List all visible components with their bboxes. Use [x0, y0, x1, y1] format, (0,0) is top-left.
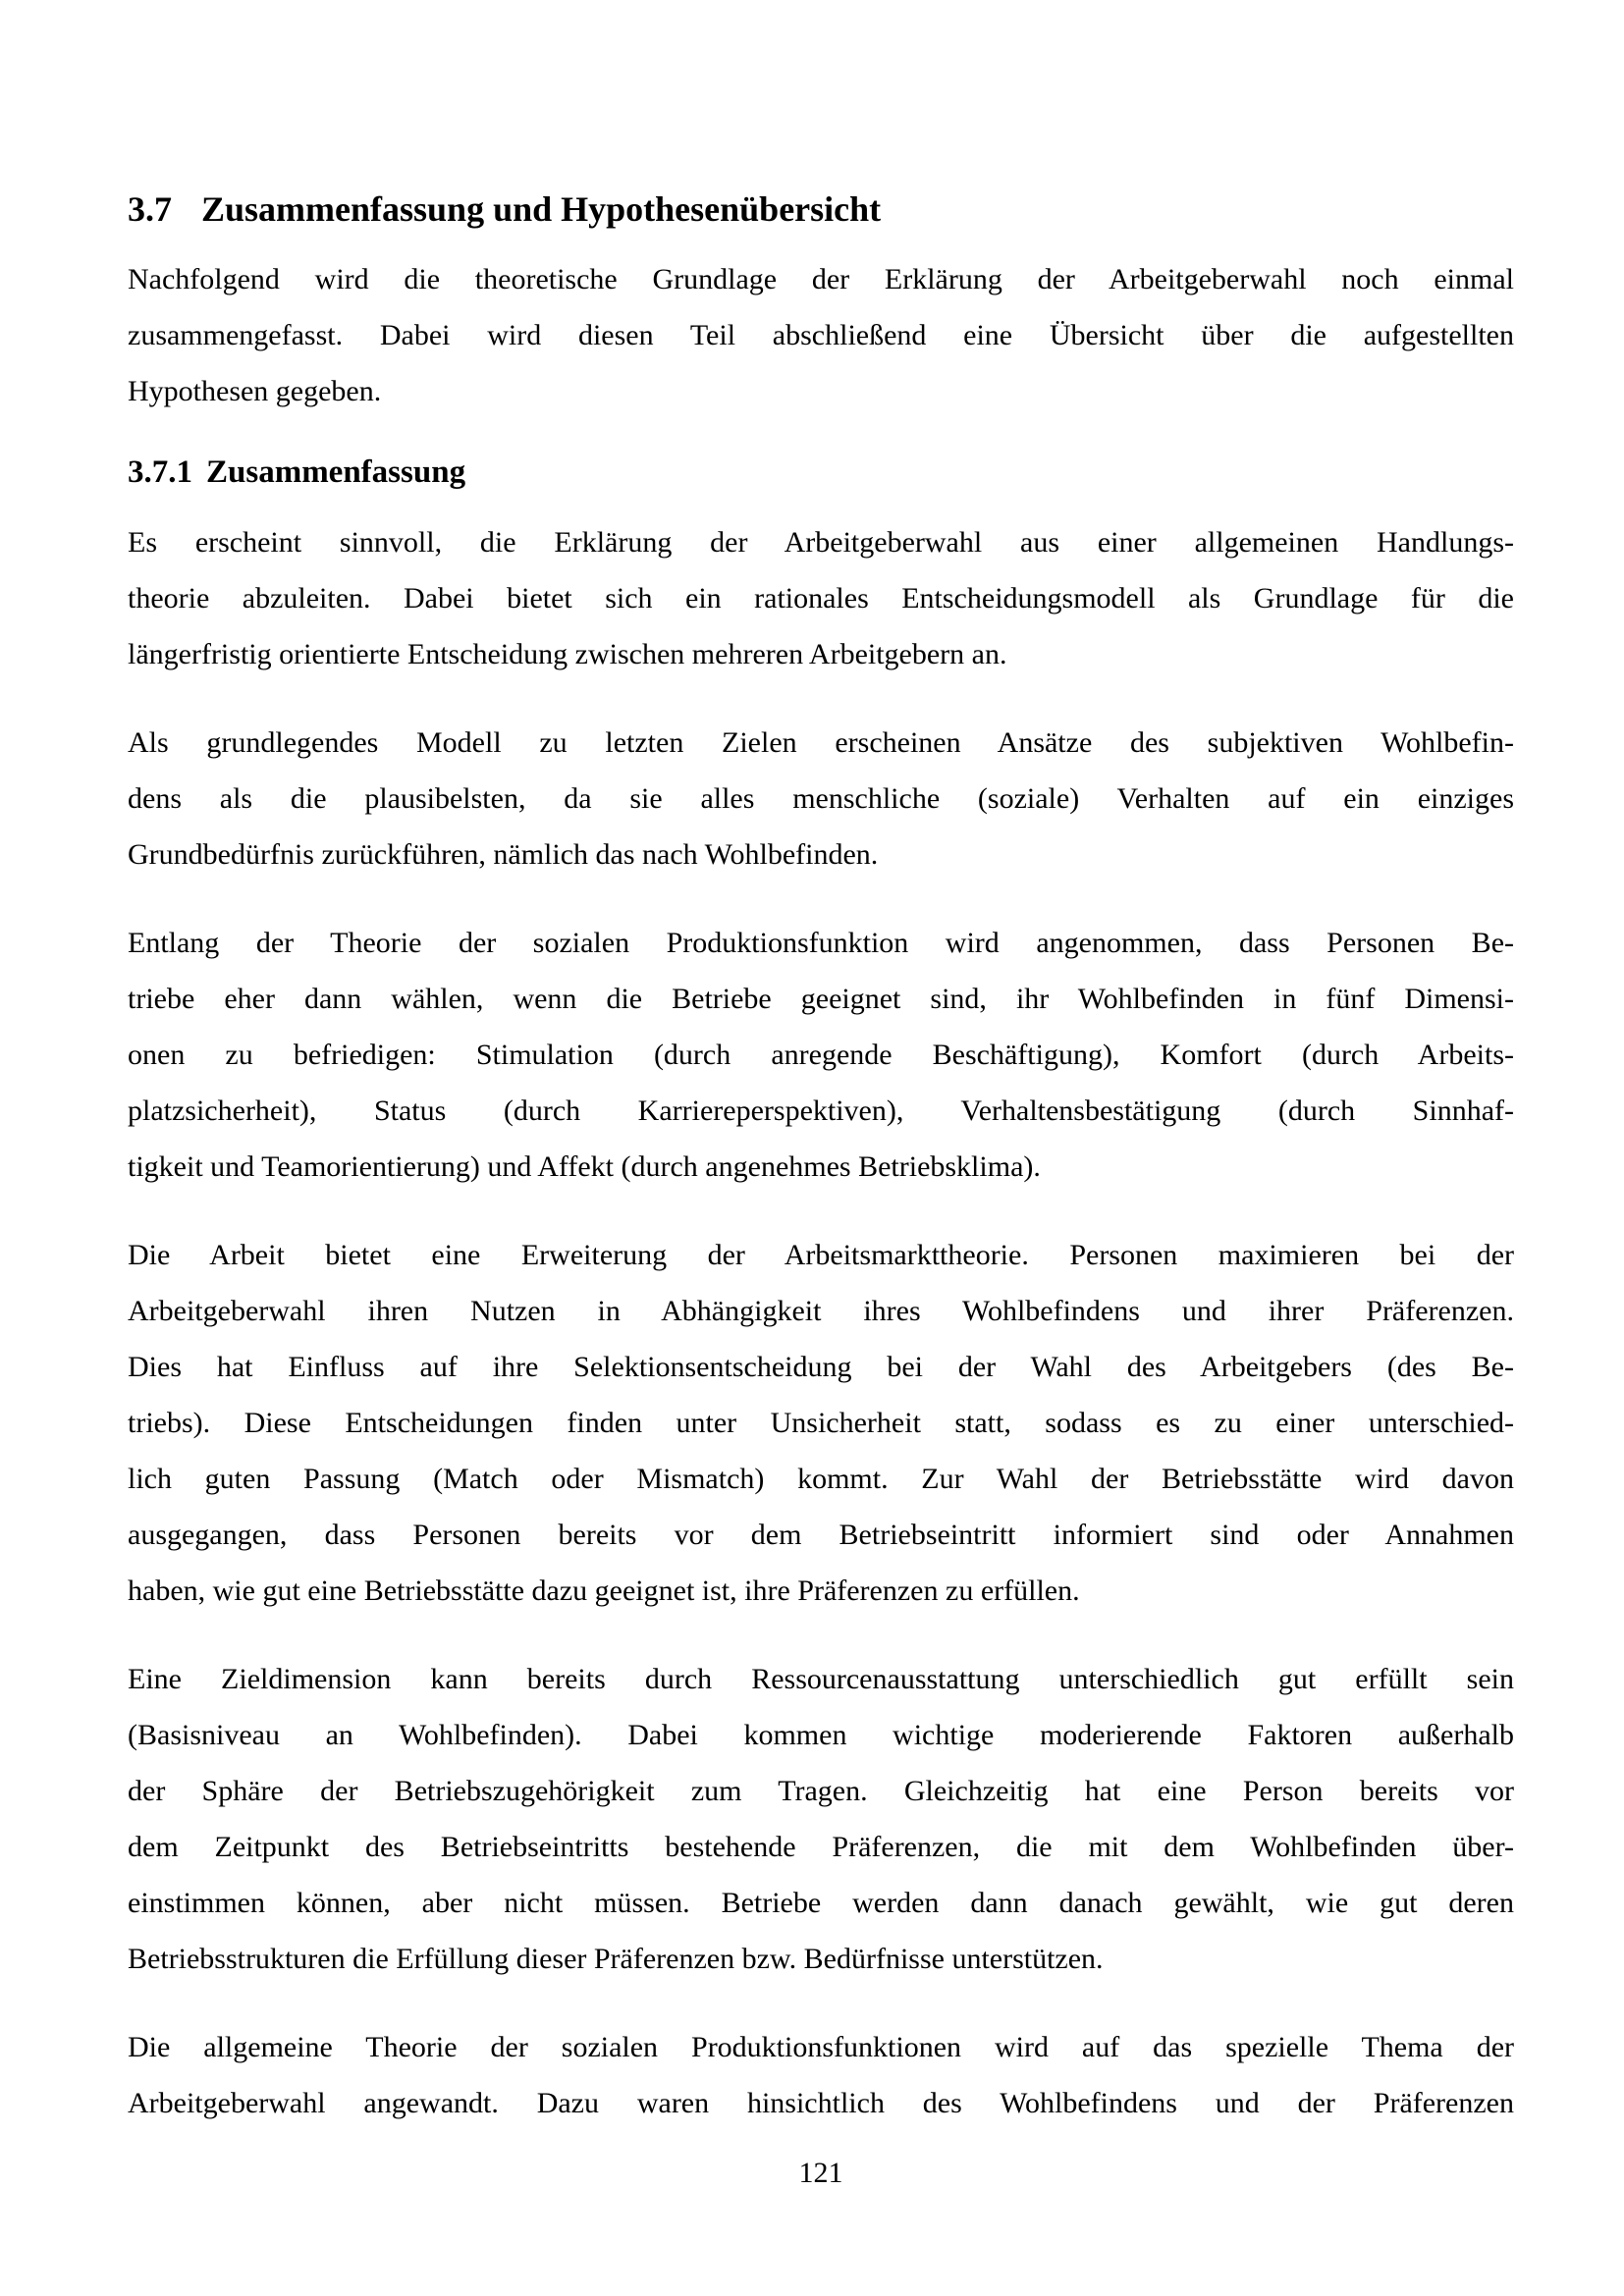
text-line: Hypothesen gegeben. — [128, 375, 382, 407]
text-line: längerfristig orientierte Entscheidung zwischen mehreren Arbeitgebern an. — [128, 638, 1007, 670]
text-line: Dies hat Einfluss auf ihre Selektionsentscheidung bei der Wahl des Arbeitgebers (des Be- — [128, 1351, 1514, 1383]
text-line: Die allgemeine Theorie der sozialen Produktionsfunktionen wird auf das spezielle Thema der — [128, 2031, 1514, 2063]
text-line: theorie abzuleiten. Dabei bietet sich ein rationales Entscheidungsmodell als Grundlage für die — [128, 582, 1514, 614]
text-line: (Basisniveau an Wohlbefinden). Dabei kommen wichtige moderierende Faktoren außerhalb — [128, 1719, 1514, 1751]
paragraph — [128, 715, 1514, 882]
paragraph — [128, 251, 1514, 419]
section-title: Zusammenfassung und Hypothesenübersicht — [201, 189, 882, 229]
text-line: zusammengefasst. Dabei wird diesen Teil abschließend eine Übersicht über die aufgestellten — [128, 319, 1514, 351]
text-line: Die Arbeit bietet eine Erweiterung der Arbeitsmarkttheorie. Personen maximieren bei der — [128, 1239, 1514, 1271]
text-line: dem Zeitpunkt des Betriebseintritts bestehende Präferenzen, die mit dem Wohlbefinden über- — [128, 1831, 1514, 1863]
paragraph — [128, 514, 1514, 682]
section-number: 3.7 — [128, 189, 172, 229]
text-line: Betriebsstrukturen die Erfüllung dieser Präferenzen bzw. Bedürfnisse unterstützen. — [128, 1943, 1104, 1975]
subsection-number: 3.7.1 — [128, 454, 192, 490]
text-line: triebe eher dann wählen, wenn die Betriebe geeignet sind, ihr Wohlbefinden in fünf Dimensi- — [128, 983, 1514, 1015]
text-line: triebs). Diese Entscheidungen finden unter Unsicherheit statt, sodass es zu einer unterschied- — [128, 1407, 1514, 1439]
text-line: Arbeitgeberwahl ihren Nutzen in Abhängigkeit ihres Wohlbefindens und ihrer Präferenzen. — [128, 1295, 1514, 1327]
text-line: Arbeitgeberwahl angewandt. Dazu waren hinsichtlich des Wohlbefindens und der Präferenzen — [128, 2087, 1514, 2119]
text-line: tigkeit und Teamorientierung) und Affekt (durch angenehmes Betriebsklima). — [128, 1150, 1041, 1183]
text-line: haben, wie gut eine Betriebsstätte dazu geeignet ist, ihre Präferenzen zu erfüllen. — [128, 1575, 1080, 1607]
text-line: Als grundlegendes Modell zu letzten Zielen erscheinen Ansätze des subjektiven Wohlbefin- — [128, 726, 1514, 759]
paragraph — [128, 1227, 1514, 1619]
text-line: ausgegangen, dass Personen bereits vor dem Betriebseintritt informiert sind oder Annahmen — [128, 1519, 1514, 1551]
text-line: Es erscheint sinnvoll, die Erklärung der Arbeitgeberwahl aus einer allgemeinen Handlungs- — [128, 526, 1514, 559]
text-line: der Sphäre der Betriebszugehörigkeit zum Tragen. Gleichzeitig hat eine Person bereits vor — [128, 1775, 1514, 1807]
text-line: Nachfolgend wird die theoretische Grundlage der Erklärung der Arbeitgeberwahl noch einmal — [128, 263, 1514, 295]
subsection-title: Zusammenfassung — [206, 454, 466, 490]
text-line: lich guten Passung (Match oder Mismatch) kommt. Zur Wahl der Betriebsstätte wird davon — [128, 1463, 1514, 1495]
page-number: 121 — [798, 2157, 843, 2189]
paragraph — [128, 2019, 1514, 2131]
subsection-heading — [128, 452, 1514, 493]
text-line: dens als die plausibelsten, da sie alles menschliche (soziale) Verhalten auf ein einziges — [128, 782, 1514, 815]
section-heading — [128, 187, 1514, 232]
text-line: Eine Zieldimension kann bereits durch Ressourcenausstattung unterschiedlich gut erfüllt sein — [128, 1663, 1514, 1695]
text-line: onen zu befriedigen: Stimulation (durch anregende Beschäftigung), Komfort (durch Arbeits- — [128, 1039, 1514, 1071]
paragraph — [128, 1651, 1514, 1987]
text-line: platzsicherheit), Status (durch Karriereperspektiven), Verhaltensbestätigung (durch Sinnhaf- — [128, 1095, 1514, 1127]
text-line: Grundbedürfnis zurückführen, nämlich das nach Wohlbefinden. — [128, 838, 879, 871]
paragraph — [128, 915, 1514, 1195]
text-line: einstimmen können, aber nicht müssen. Betriebe werden dann danach gewählt, wie gut deren — [128, 1887, 1514, 1919]
text-line: Entlang der Theorie der sozialen Produktionsfunktion wird angenommen, dass Personen Be- — [128, 927, 1514, 959]
